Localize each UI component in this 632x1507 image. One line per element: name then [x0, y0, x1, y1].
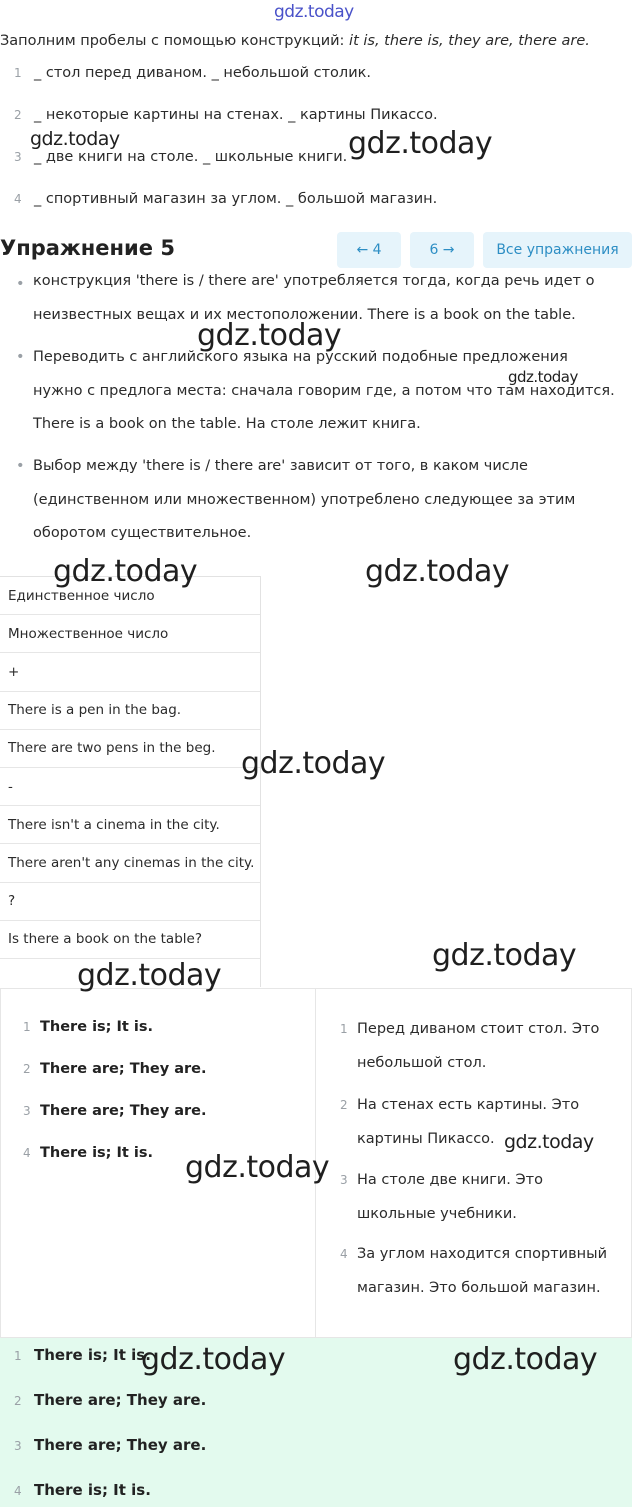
table-row: ? [0, 883, 260, 921]
item-text: _ две книги на столе. _ школьные книги. [34, 149, 348, 165]
task-item [14, 191, 437, 207]
final-answer-text: There are; They are. [34, 1436, 207, 1454]
item-number: 3 [14, 1439, 22, 1453]
bullet-dot: • [16, 349, 25, 365]
item-number: 4 [14, 1484, 22, 1498]
item-number: 2 [14, 1394, 22, 1408]
item-number: 4 [340, 1247, 348, 1261]
item-number: 4 [14, 192, 22, 206]
bullet-dot: • [16, 458, 25, 474]
answer-item [23, 1061, 207, 1077]
final-answer-item [14, 1346, 151, 1364]
next-exercise-button[interactable]: 6 → [410, 232, 474, 268]
watermark: gdz.today [141, 1342, 286, 1377]
answer-item [23, 1145, 153, 1161]
final-answer-text: There is; It is. [34, 1346, 151, 1364]
watermark: gdz.today [197, 318, 342, 353]
item-number: 1 [23, 1020, 31, 1034]
watermark: gdz.today [348, 126, 493, 161]
item-text: _ стол перед диваном. _ небольшой столик. [34, 65, 371, 81]
table-row: There aren't any cinemas in the city. [0, 844, 260, 882]
item-number: 1 [14, 1349, 22, 1363]
task-item [14, 107, 438, 123]
table-row: Множественное число [0, 615, 260, 653]
watermark: gdz.today [504, 1131, 594, 1153]
bullet-line: Выбор между 'there is / there are' зависит от того, в каком числе [33, 458, 528, 474]
answer-text: There are; They are. [40, 1061, 207, 1077]
table-row: There is a pen in the bag. [0, 692, 260, 730]
answer-line: На стенах есть картины. Это [357, 1097, 580, 1113]
answer-item [23, 1103, 207, 1119]
answer-text: There is; It is. [40, 1019, 154, 1035]
watermark: gdz.today [185, 1150, 330, 1185]
answer-card-ru [315, 988, 632, 1338]
task-prefix: Заполним пробелы с помощью конструкций: [0, 33, 350, 49]
item-number: 1 [340, 1022, 348, 1036]
watermark: gdz.today [432, 938, 577, 973]
watermark: gdz.today [274, 2, 354, 22]
watermark: gdz.today [453, 1342, 598, 1377]
item-number: 2 [23, 1062, 31, 1076]
answer-line: магазин. Это большой магазин. [357, 1280, 601, 1296]
final-answer-item [14, 1391, 206, 1409]
prev-exercise-button[interactable]: ← 4 [337, 232, 401, 268]
answer-line: На столе две книги. Это [357, 1172, 543, 1188]
final-answer-item [14, 1436, 206, 1454]
table-row: + [0, 653, 260, 691]
table-row: Единственное число [0, 577, 260, 615]
task-item [14, 65, 371, 81]
grammar-table [0, 576, 261, 987]
answer-text: There are; They are. [40, 1103, 207, 1119]
final-answer-text: There is; It is. [34, 1481, 151, 1499]
final-answer-item [14, 1481, 151, 1499]
bullet-line: Переводить с английского языка на русский подобные предложения [33, 349, 568, 365]
answer-item [23, 1019, 153, 1035]
all-exercises-button[interactable]: Все упражнения [483, 232, 632, 268]
item-number: 3 [23, 1104, 31, 1118]
item-number: 3 [340, 1173, 348, 1187]
bullet-line: конструкция 'there is / there are' употребляется тогда, когда речь идет о [33, 273, 595, 289]
bullet-dot: • [16, 276, 25, 292]
item-number: 4 [23, 1146, 31, 1160]
answer-line: картины Пикассо. [357, 1131, 495, 1147]
table-row: There are two pens in the beg. [0, 730, 260, 768]
bullet-line: неизвестных вещах и их местоположении. There is a book on the table. [33, 306, 576, 323]
watermark: gdz.today [508, 368, 578, 386]
task-text [0, 33, 590, 49]
bullet-item [16, 341, 626, 442]
item-text: _ некоторые картины на стенах. _ картины Пикассо. [34, 107, 438, 123]
exercise-title: Упражнение 5 [0, 236, 175, 260]
answer-line: За углом находится спортивный [357, 1246, 607, 1262]
answer-item [340, 1163, 543, 1231]
table-row: There isn't a cinema in the city. [0, 806, 260, 844]
bullet-line: There is a book on the table. На столе лежит книга. [33, 416, 421, 432]
table-row: Is there a book on the table? [0, 921, 260, 959]
task-item [14, 149, 347, 165]
watermark: gdz.today [77, 958, 222, 993]
item-number: 3 [14, 150, 22, 164]
item-number: 2 [340, 1098, 348, 1112]
watermark: gdz.today [30, 128, 120, 150]
answer-item [340, 1012, 599, 1080]
table-row: - [0, 768, 260, 806]
answer-item [340, 1237, 607, 1305]
bullet-line: нужно с предлога места: сначала говорим где, а потом что там находится. [33, 382, 615, 399]
answer-line: небольшой стол. [357, 1055, 487, 1071]
answer-line: школьные учебники. [357, 1206, 517, 1222]
task-constructs: it is, there is, they are, there are. [349, 33, 590, 49]
final-answer-text: There are; They are. [34, 1391, 207, 1409]
bullet-item [16, 450, 626, 551]
answer-text: There is; It is. [40, 1145, 154, 1161]
watermark: gdz.today [241, 746, 386, 781]
item-number: 2 [14, 108, 22, 122]
watermark: gdz.today [53, 554, 198, 589]
answer-line: Перед диваном стоит стол. Это [357, 1021, 600, 1037]
bullet-line: (единственном или множественном) употреблено следующее за этим [33, 491, 576, 508]
watermark: gdz.today [365, 554, 510, 589]
item-text: _ спортивный магазин за углом. _ большой магазин. [34, 191, 438, 207]
item-number: 1 [14, 66, 22, 80]
bullet-line: оборотом существительное. [33, 525, 252, 541]
